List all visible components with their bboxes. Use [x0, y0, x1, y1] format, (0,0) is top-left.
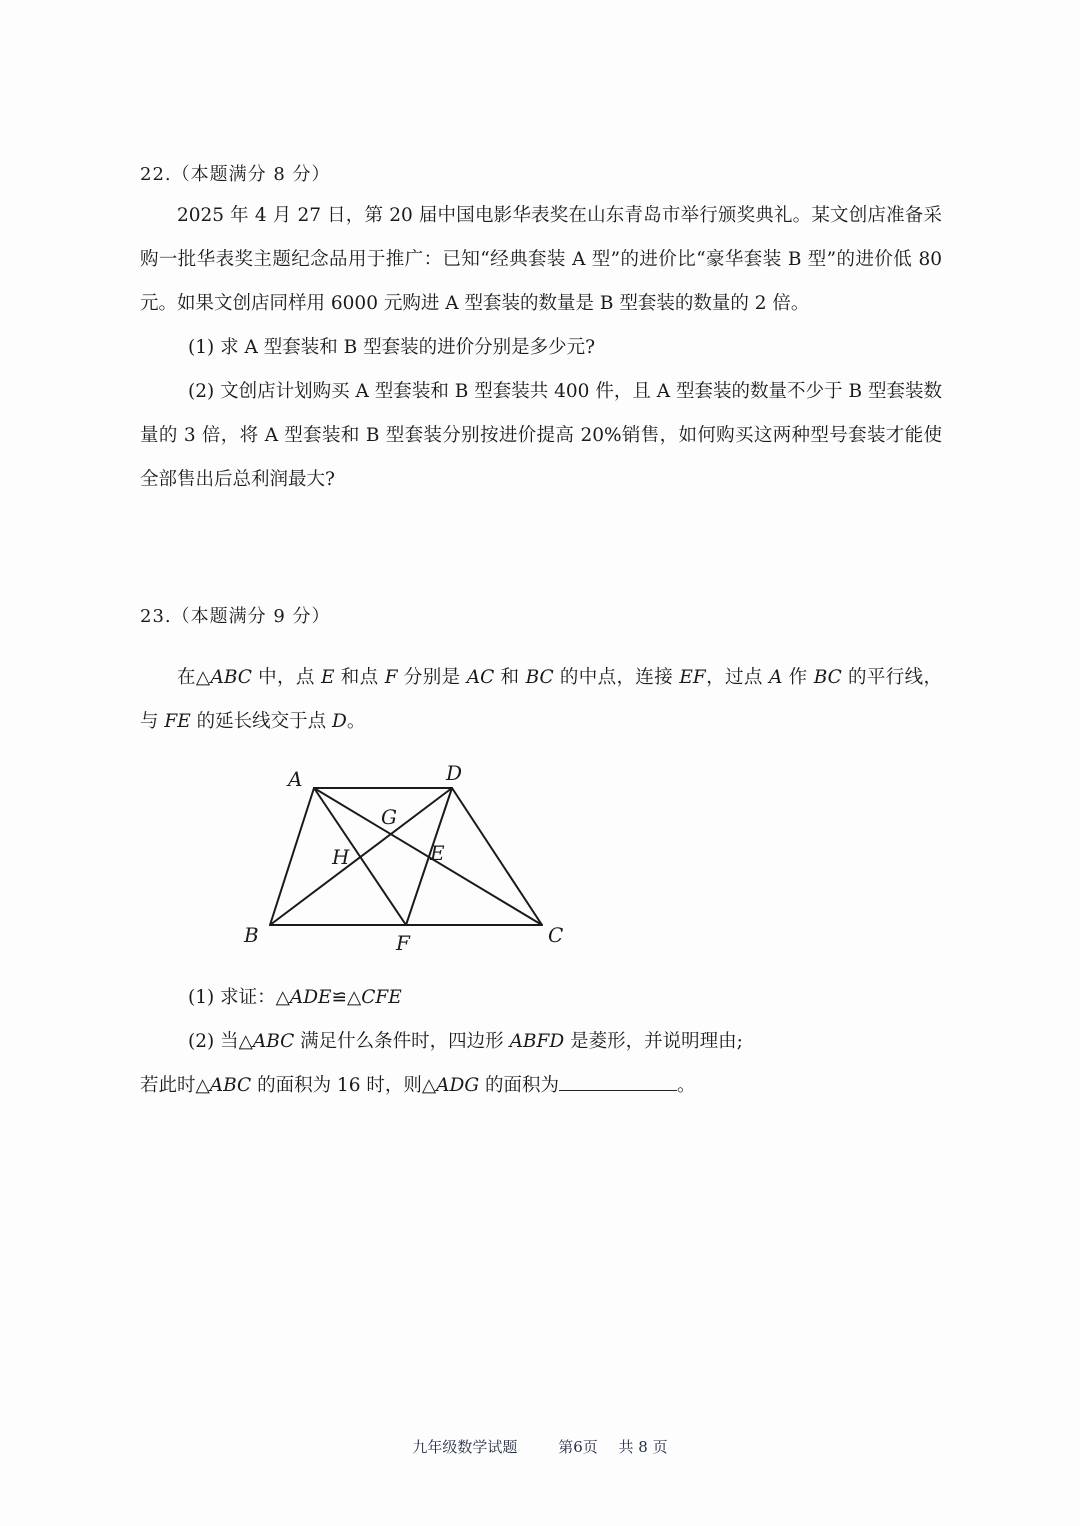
label-D: D: [446, 761, 463, 785]
label-F: F: [396, 931, 410, 955]
math: D: [332, 711, 347, 732]
math: ADG: [436, 1075, 480, 1096]
math: FE: [164, 711, 191, 732]
q23-part2: [140, 1020, 942, 1064]
text: 满足什么条件时，四边形: [294, 1031, 510, 1052]
q22-header: [140, 160, 331, 186]
text: 的平行线，与: [140, 667, 942, 732]
q22-number: 22.: [140, 164, 172, 185]
text: ，过点: [705, 667, 769, 688]
math: CFE: [361, 987, 402, 1008]
text: 的面积为: [479, 1075, 559, 1096]
math: AC: [466, 667, 495, 688]
label-A: A: [288, 767, 303, 791]
geometry-figure: [230, 760, 590, 960]
math: ABC: [209, 1075, 252, 1096]
q23-part1: [140, 976, 942, 1020]
math: F: [384, 667, 398, 688]
q23-intro-text: [140, 656, 942, 744]
text: 和: [494, 667, 526, 688]
text: 分别是: [397, 667, 467, 688]
math: EF: [679, 667, 706, 688]
text: ≌△: [331, 987, 362, 1008]
text: (1) 求证：△: [188, 987, 290, 1008]
page-footer: [0, 1436, 1080, 1457]
text: 作: [782, 667, 814, 688]
q22-part2: (2) 文创店计划购买 A 型套装和 B 型套装共 400 件，且 A 型套装的数量不少于 B 型套装数量的 3 倍，将 A 型套装和 B 型套装分别按进价提高 20%销售，如何购买这两种型号套装才能使全部售出后总利润最大?: [140, 381, 942, 490]
footer-subject: 九年级数学试题: [412, 1438, 518, 1456]
text: 是菱形，并说明理由;: [564, 1031, 743, 1052]
text: 中，点: [251, 667, 322, 688]
text: 的延长线交于点: [190, 711, 332, 732]
math: BC: [525, 667, 554, 688]
q23-score: （本题满分 9 分）: [171, 606, 331, 627]
q23-parts: [140, 976, 942, 1108]
segment-DC: [452, 788, 542, 925]
text: 的中点，连接: [553, 667, 680, 688]
segment-AB: [270, 788, 314, 925]
label-C: C: [548, 923, 564, 947]
math: E: [321, 667, 335, 688]
math: A: [768, 667, 783, 688]
q22-part1: (1) 求 A 型套装和 B 型套装的进价分别是多少元?: [188, 337, 595, 358]
q23-number: 23.: [140, 606, 172, 627]
q23-part2-followup: [140, 1064, 942, 1108]
math: ABC: [210, 667, 252, 688]
text: 。: [677, 1075, 696, 1096]
segment-BD: [270, 788, 452, 925]
text: 的面积为 16 时，则△: [251, 1075, 437, 1096]
q22-intro: 2025 年 4 月 27 日，第 20 届中国电影华表奖在山东青岛市举行颁奖典礼。某文创店准备采购一批华表奖主题纪念品用于推广：已知“经典套装 A 型”的进价比“豪华套装 B 型”的进价低 80 元。如果文创店同样用 6000 元购进 A 型套装的数量是 B 型套装的数量的 2 倍。: [140, 205, 942, 314]
q23-header: [140, 602, 331, 628]
text: (2) 当△: [188, 1031, 253, 1052]
text: 在△: [177, 667, 211, 688]
q23-intro: [140, 656, 942, 744]
label-B: B: [244, 923, 259, 947]
math: ADE: [289, 987, 332, 1008]
text: 。: [346, 711, 366, 732]
text: 和点: [334, 667, 385, 688]
math: BC: [813, 667, 842, 688]
q22-body: [140, 194, 942, 502]
label-H: H: [332, 845, 350, 869]
label-G: G: [381, 805, 397, 829]
footer-total: 共 8 页: [618, 1438, 668, 1456]
math: ABC: [252, 1031, 295, 1052]
answer-blank[interactable]: [559, 1072, 677, 1091]
math: ABFD: [509, 1031, 565, 1052]
footer-page: 第6页: [558, 1438, 598, 1456]
q22-score: （本题满分 8 分）: [171, 164, 331, 185]
label-E: E: [430, 841, 445, 865]
text: 若此时△: [140, 1075, 210, 1096]
